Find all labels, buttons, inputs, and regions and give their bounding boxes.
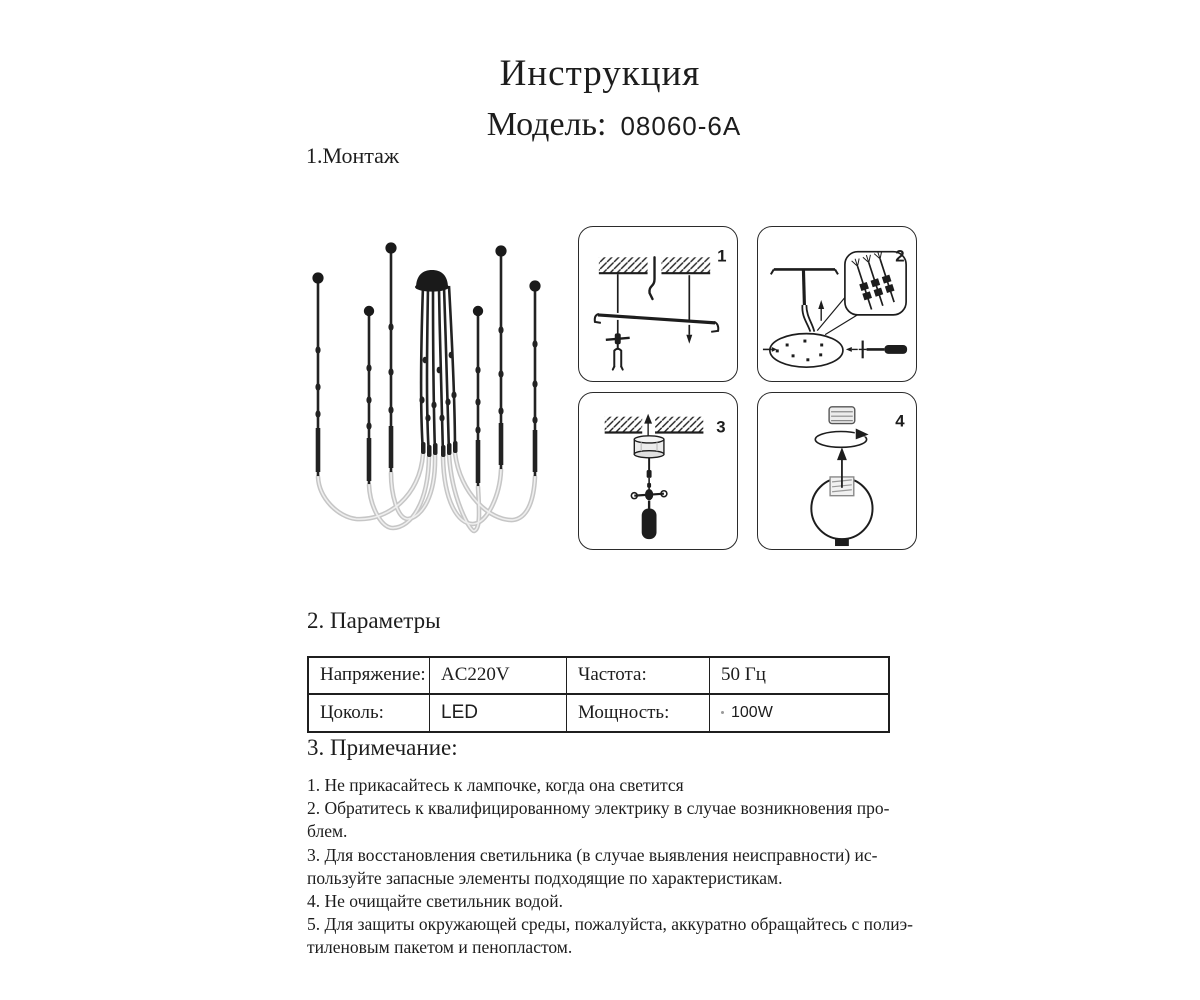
note-line: 4. Не очищайте светильник водой. xyxy=(307,891,563,912)
note-line: 3. Для восстановления светильника (в случае выявления неисправности) ис- xyxy=(307,844,878,865)
param-value-frequency: 50 Гц xyxy=(710,658,888,695)
param-label-voltage: Напряжение: xyxy=(309,658,430,695)
up-arrow xyxy=(818,300,824,321)
cable-ferrules xyxy=(421,441,458,457)
model-number: 08060-6A xyxy=(620,111,742,141)
power-value-text: 100W xyxy=(731,703,773,721)
step-box-4 xyxy=(757,392,917,550)
note-line: 5. Для защиты окружающей среды, пожалуйста, аккуратно обращайтесь с полиэ- xyxy=(307,914,913,935)
note-line: 2. Обратитесь к квалифицированному электрику в случае возникновения про- xyxy=(307,798,890,819)
rotation-arrow xyxy=(815,428,874,448)
section-heading-montage: 1.Монтаж xyxy=(306,143,400,168)
screwdriver xyxy=(846,341,907,359)
notes-text xyxy=(307,774,932,960)
page-title: Инструкция xyxy=(499,53,701,94)
step-1-diagram xyxy=(579,227,737,381)
param-label-frequency: Частота: xyxy=(567,658,710,695)
step-3-diagram xyxy=(579,393,737,549)
chandelier-figure xyxy=(292,230,567,535)
wing-nut xyxy=(606,333,630,344)
screw-tip xyxy=(686,335,692,344)
step-box-3 xyxy=(578,392,738,550)
screwdriver xyxy=(642,501,657,540)
note-line: блем. xyxy=(307,821,348,842)
scan-speck xyxy=(721,711,724,714)
mounting-bar xyxy=(598,315,715,323)
anchor-fork xyxy=(613,344,623,370)
canopy-cup xyxy=(634,436,664,458)
callout-bubble xyxy=(817,250,906,334)
note-line: тиленовым пакетом и пенопластом. xyxy=(307,937,573,958)
section-heading-notes: 3. Примечание: xyxy=(307,735,458,760)
canopy xyxy=(415,270,449,292)
step-box-1 xyxy=(578,226,738,382)
section-heading-parameters: 2. Параметры xyxy=(307,608,441,633)
wing-nut xyxy=(631,489,667,500)
canopy-wires xyxy=(802,305,814,332)
model-label: Модель: xyxy=(486,106,607,143)
step-number: 4 xyxy=(895,411,905,431)
step-number: 1 xyxy=(717,246,727,266)
param-value-socket: LED xyxy=(430,695,567,732)
param-value-voltage: AC220V xyxy=(430,658,567,695)
canopy-plate xyxy=(770,334,843,368)
cable-nodules xyxy=(419,352,456,422)
step-4-diagram xyxy=(758,393,916,549)
step-number: 3 xyxy=(716,417,726,437)
step-number: 2 xyxy=(895,246,905,266)
note-line: пользуйте запасные элементы подходящие по характеристикам. xyxy=(307,867,783,888)
param-value-power xyxy=(710,695,888,732)
param-label-socket: Цоколь: xyxy=(309,695,430,732)
note-line: 1. Не прикасайтесь к лампочке, когда она светится xyxy=(307,775,684,795)
parameters-table xyxy=(307,656,890,733)
model-line xyxy=(14,106,1200,144)
step-2-diagram xyxy=(758,227,916,381)
threaded-stem xyxy=(647,458,652,490)
t-bracket xyxy=(771,269,838,305)
param-label-power: Мощность: xyxy=(567,695,710,732)
threaded-cap xyxy=(829,407,855,424)
step-box-2 xyxy=(757,226,917,382)
